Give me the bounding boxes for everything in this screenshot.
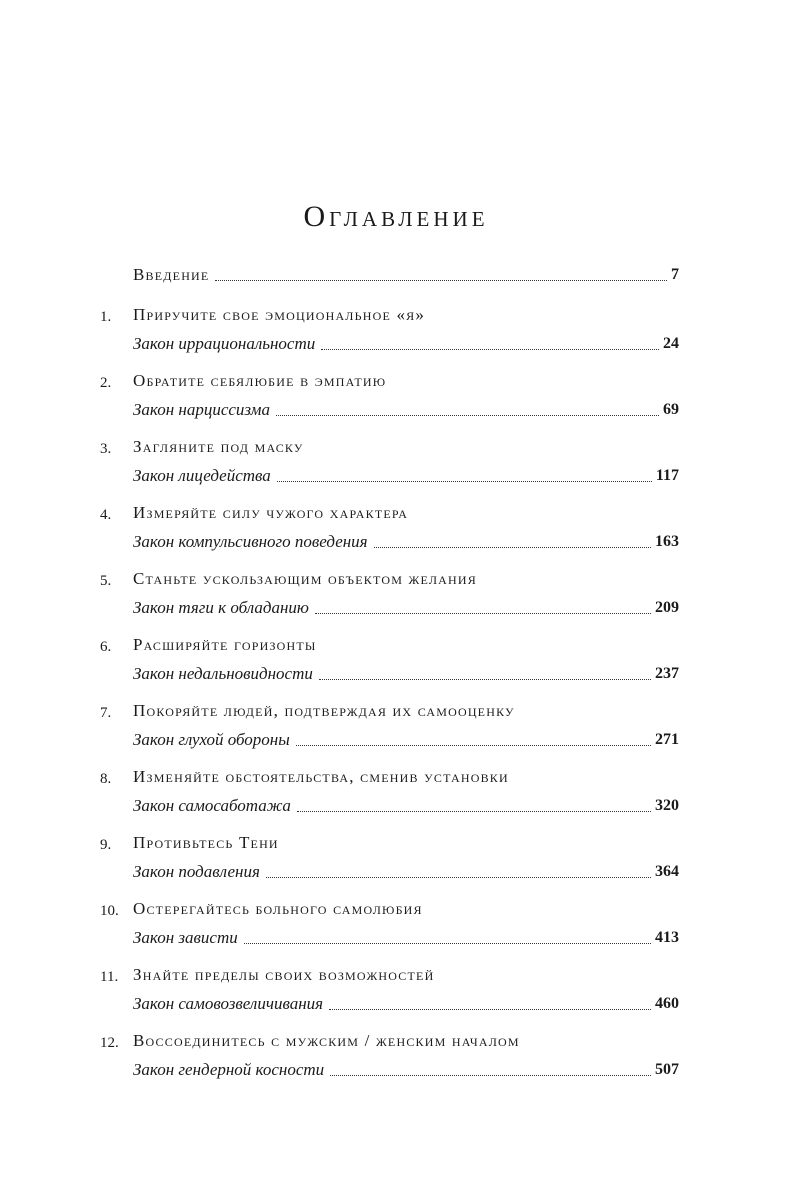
law-title: Закон зависти xyxy=(133,928,238,947)
chapter-title[interactable]: Остерегайтесь больного самолюбия xyxy=(133,899,423,918)
chapter-title[interactable]: Измеряйте силу чужого характера xyxy=(133,503,409,522)
chapter-title[interactable]: Приручите свое эмоциональное «я» xyxy=(133,305,426,324)
toc-entry-law[interactable] xyxy=(133,859,679,883)
chapter-number: 2. xyxy=(100,375,112,391)
dot-leader xyxy=(296,744,651,746)
toc-entry-law[interactable] xyxy=(133,661,679,685)
dot-leader xyxy=(321,348,659,350)
dot-leader xyxy=(374,546,651,548)
toc-page-number: 507 xyxy=(655,1061,679,1078)
chapter-number: 10. xyxy=(100,903,119,919)
toc-page-number: 209 xyxy=(655,599,679,616)
law-title: Закон самовозвеличивания xyxy=(133,994,324,1013)
toc-entry-law[interactable] xyxy=(133,331,679,355)
toc-page-number: 460 xyxy=(655,995,679,1012)
chapter-number: 12. xyxy=(100,1035,119,1051)
toc-page-number: 364 xyxy=(655,863,679,880)
law-title: Закон нарциссизма xyxy=(133,400,270,419)
law-title: Закон лицедейства xyxy=(133,466,271,485)
chapter-title[interactable]: Обратите себялюбие в эмпатию xyxy=(133,371,387,390)
toc-page-number: 69 xyxy=(663,401,679,418)
chapter-number: 1. xyxy=(100,309,112,325)
toc-entry-law[interactable] xyxy=(133,529,679,553)
dot-leader xyxy=(277,480,652,482)
dot-leader xyxy=(315,612,651,614)
toc-entry-law[interactable] xyxy=(133,727,679,751)
dot-leader xyxy=(319,678,651,680)
toc-entry-law[interactable] xyxy=(133,991,679,1015)
toc-page-number: 271 xyxy=(655,731,679,748)
chapter-title[interactable]: Расширяйте горизонты xyxy=(133,635,317,654)
chapter-title[interactable]: Станьте ускользающим объектом желания xyxy=(133,569,477,588)
toc-page-number: 237 xyxy=(655,665,679,682)
dot-leader xyxy=(297,810,651,812)
dot-leader xyxy=(266,876,651,878)
dot-leader xyxy=(330,1074,651,1076)
page-title: Оглавление xyxy=(303,200,489,233)
chapter-number: 6. xyxy=(100,639,112,655)
toc-page-number: 7 xyxy=(671,266,679,283)
law-title: Закон глухой обороны xyxy=(133,730,290,749)
law-title: Закон самосаботажа xyxy=(133,796,291,815)
chapter-number: 11. xyxy=(100,969,119,985)
dot-leader xyxy=(244,942,651,944)
dot-leader xyxy=(215,279,667,281)
chapter-title[interactable]: Знайте пределы своих возможностей xyxy=(133,965,435,984)
chapter-title[interactable]: Противьтесь Тени xyxy=(133,833,279,852)
law-title: Закон подавления xyxy=(133,862,260,881)
law-title: Закон компульсивного поведения xyxy=(133,532,368,551)
toc-intro-label: Введение xyxy=(133,265,210,284)
chapter-number: 3. xyxy=(100,441,112,457)
chapter-number: 9. xyxy=(100,837,112,853)
dot-leader xyxy=(329,1008,651,1010)
chapter-number: 8. xyxy=(100,771,112,787)
law-title: Закон тяги к обладанию xyxy=(133,598,309,617)
toc-page-number: 163 xyxy=(655,533,679,550)
toc-entry-introduction[interactable] xyxy=(133,262,679,286)
chapter-title[interactable]: Воссоединитесь с мужским / женским началом xyxy=(133,1031,520,1050)
toc-page-number: 24 xyxy=(663,335,679,352)
toc-entry-law[interactable] xyxy=(133,397,679,421)
toc-page-number: 117 xyxy=(655,467,679,484)
toc-entry-law[interactable] xyxy=(133,925,679,949)
toc-entry-law[interactable] xyxy=(133,463,679,487)
chapter-number: 4. xyxy=(100,507,112,523)
chapter-title[interactable]: Изменяйте обстоятельства, сменив установки xyxy=(133,767,509,786)
chapter-title[interactable]: Покоряйте людей, подтверждая их самооценку xyxy=(133,701,515,720)
toc-entry-law[interactable] xyxy=(133,595,679,619)
toc-entry-law[interactable] xyxy=(133,793,679,817)
chapter-title[interactable]: Загляните под маску xyxy=(133,437,304,456)
law-title: Закон недальновидности xyxy=(133,664,313,683)
dot-leader xyxy=(276,414,659,416)
toc-page-number: 413 xyxy=(655,929,679,946)
law-title: Закон иррациональности xyxy=(133,334,316,353)
toc-page-number: 320 xyxy=(655,797,679,814)
toc-entry-law[interactable] xyxy=(133,1057,679,1081)
law-title: Закон гендерной косности xyxy=(133,1060,325,1079)
chapter-number: 5. xyxy=(100,573,112,589)
chapter-number: 7. xyxy=(100,705,112,721)
